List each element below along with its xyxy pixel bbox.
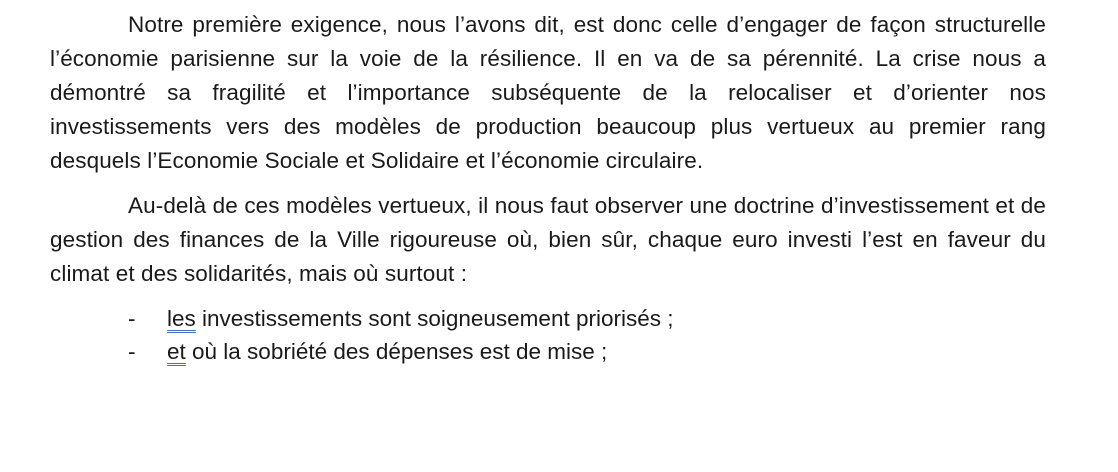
paragraph-investment-doctrine: Au-delà de ces modèles vertueux, il nous faut observer une doctrine d’investissement et de gestion des finances de la Ville rigoureuse où, bien sûr, chaque euro investi l’est en faveur du climat et des solidarités, mais où surtout : bbox=[50, 193, 1046, 286]
list-dash-marker: - bbox=[128, 306, 136, 331]
paragraph-resilience: Notre première exigence, nous l’avons dit, est donc celle d’engager de façon structurelle l’économie parisienne sur la voie de la résilience. Il en va de sa pérennité. La crise nous a démontré sa fragilité et l’importance subséquente de la relocaliser et d’orienter nos investissements vers des modèles de production beaucoup plus vertueux au premier rang desquels l’Economie Sociale et Solidaire et l’économie circulaire. bbox=[50, 12, 1046, 173]
list-item bbox=[50, 302, 1046, 335]
document-body bbox=[50, 8, 1046, 368]
list-dash-marker: - bbox=[128, 339, 136, 364]
list-item bbox=[50, 335, 1046, 368]
grammar-flagged-word[interactable]: les bbox=[167, 306, 196, 331]
grammar-flagged-word[interactable]: et bbox=[167, 339, 186, 364]
bullet-list bbox=[50, 302, 1046, 368]
list-item-text: où la sobriété des dépenses est de mise ; bbox=[185, 339, 608, 364]
list-item-text: investissements sont soigneusement priorisés ; bbox=[195, 306, 674, 331]
